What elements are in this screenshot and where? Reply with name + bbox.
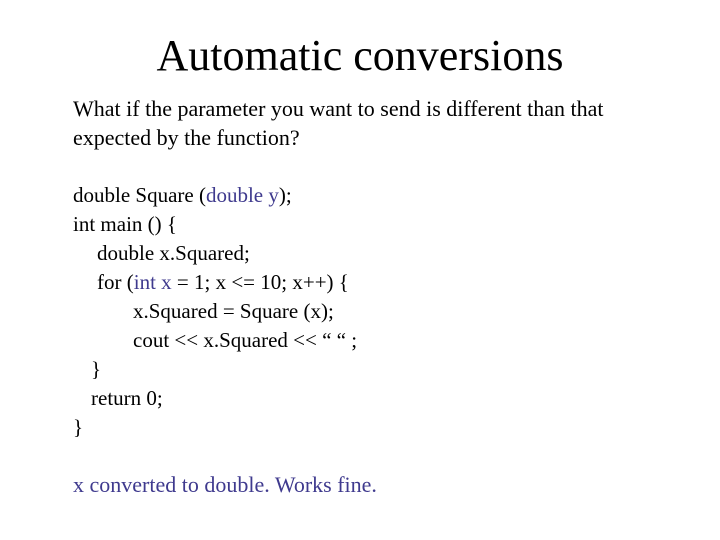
conclusion-text: x converted to double. Works fine.	[73, 472, 377, 497]
intro-line-2: expected by the function?	[73, 125, 300, 150]
code-param-highlight: double y	[205, 183, 279, 207]
code-text: for (	[97, 270, 134, 294]
intro-text	[73, 94, 603, 152]
code-line-for-loop	[97, 268, 349, 297]
code-line-main-close: }	[73, 415, 84, 439]
slide-title: Automatic conversions	[156, 31, 564, 80]
code-line-assignment: x.Squared = Square (x);	[133, 299, 334, 323]
code-line-return: return 0;	[91, 386, 163, 410]
code-line-output: cout << x.Squared << “ “ ;	[133, 328, 358, 352]
code-line-main: int main () {	[73, 212, 177, 236]
code-line-loop-close: }	[91, 357, 102, 381]
code-text: = 1; x <= 10; x++) {	[171, 270, 349, 294]
intro-line-1: What if the parameter you want to send is different than that	[73, 96, 604, 121]
code-text: double Square (	[73, 183, 206, 207]
code-line-declaration: double x.Squared;	[97, 241, 250, 265]
code-text: );	[278, 183, 292, 207]
code-var-highlight: int x	[133, 270, 172, 294]
code-line-prototype	[73, 181, 292, 210]
